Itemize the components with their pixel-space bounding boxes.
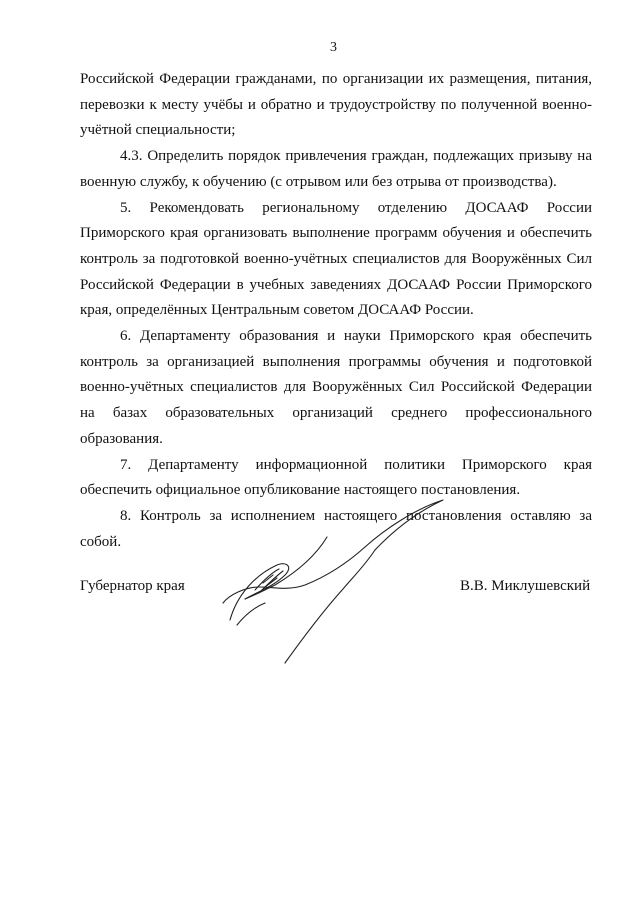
paragraph-continuation: Российской Федерации гражданами, по организации их размещения, питания, перевозки к месту учёбы и обратно и трудоустройству по полученной военно-учётной специальности; (80, 71, 592, 139)
paragraph-6: 6. Департаменту образования и науки Приморского края обеспечить контроль за организацией выполнения программы обучения и подготовкой военно-учётных специалистов для Вооружённых Сил Российской Федерации на базах образовательных организаций среднего профессионального образования. (80, 328, 592, 447)
page-number: 3 (330, 40, 337, 55)
signatory-title: Губернатор края (80, 578, 185, 594)
signatory-name: В.В. Миклушевский (460, 578, 591, 594)
paragraph-5: 5. Рекомендовать региональному отделению ДОСААФ России Приморского края организовать выполнение программ обучения и обеспечить контроль за подготовкой военно-учётных специалистов для Вооружённых Сил Российской Федерации в учебных заведениях ДОСААФ России Приморского края, определённых Центральным советом ДОСААФ России. (80, 199, 592, 319)
paragraph-8: 8. Контроль за исполнением настоящего постановления оставляю за собой. (80, 507, 592, 550)
paragraph-7: 7. Департаменту информационной политики Приморского края обеспечить официальное опубликование настоящего постановления. (80, 456, 592, 499)
handwritten-signature (215, 495, 455, 670)
paragraph-4-3: 4.3. Определить порядок привлечения граждан, подлежащих призыву на военную службу, к обучению (с отрывом или без отрыва от производства). (80, 148, 592, 190)
document-body (80, 67, 592, 555)
